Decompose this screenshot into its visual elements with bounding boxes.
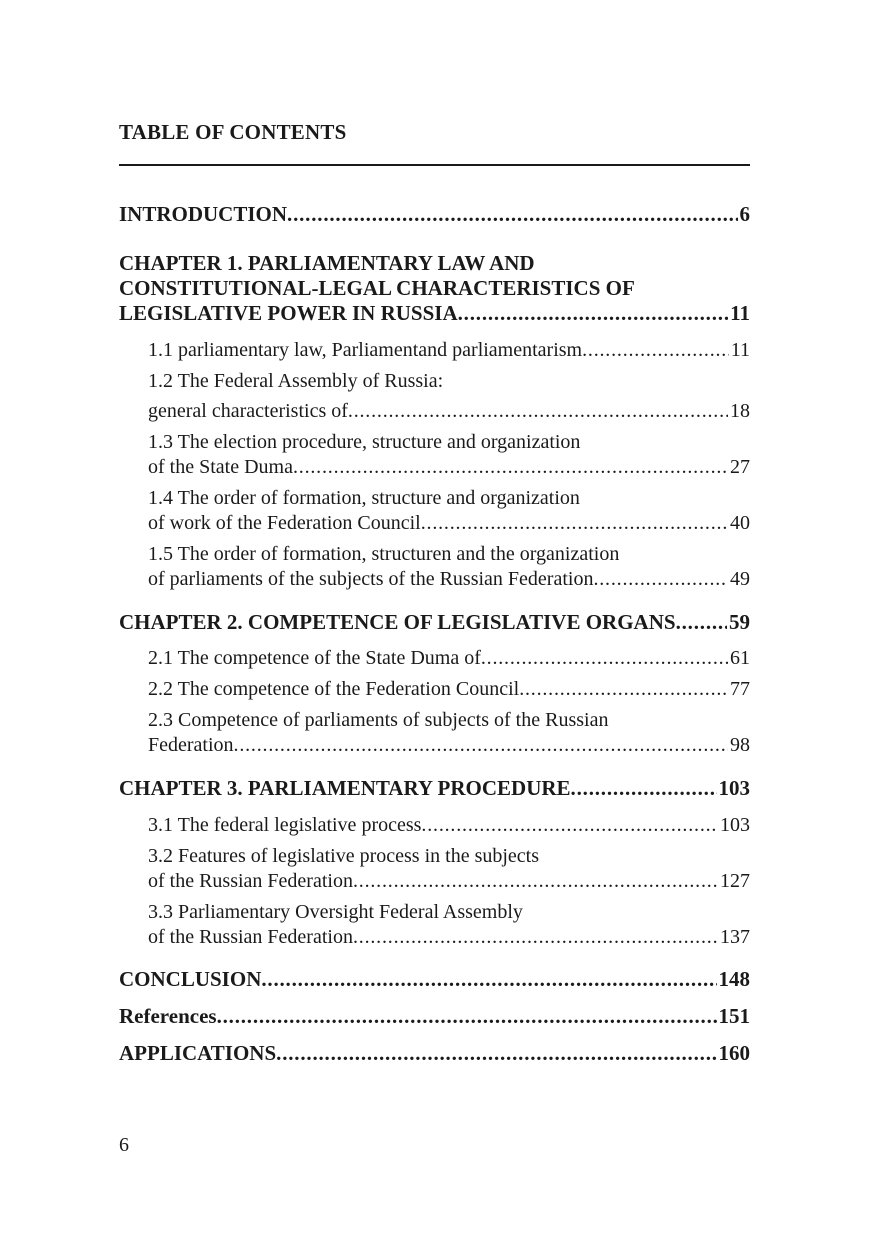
table-of-contents-page — [119, 0, 750, 1258]
toc-entry-label: 2.2 The competence of the Federation Council — [148, 678, 520, 700]
toc-entry-label: INTRODUCTION — [119, 202, 288, 226]
toc-page-number: 148 — [718, 967, 750, 991]
toc-entry-label: References — [119, 1004, 217, 1028]
toc-page-number: 59 — [729, 610, 750, 634]
dot-leader — [261, 967, 716, 992]
toc-entry-line: 3.2 Features of legislative process in the subjects — [148, 845, 540, 867]
toc-page-number: 103 — [720, 814, 750, 836]
toc-page-number: 98 — [730, 734, 750, 756]
toc-entry-label: CONCLUSION — [119, 967, 262, 991]
dot-leader — [421, 511, 728, 536]
toc-entry-label: of work of the Federation Council — [148, 512, 421, 534]
toc-entry-line: 1.5 The order of formation, structuren and the organization — [148, 543, 620, 565]
toc-page-number: 40 — [730, 512, 750, 534]
toc-entry-label: general characteristics of — [148, 400, 348, 422]
toc-entry-introduction[interactable] — [119, 202, 750, 227]
toc-entry-line: CONSTITUTIONAL-LEGAL CHARACTERISTICS OF — [119, 276, 635, 300]
toc-entry-label: CHAPTER 2. COMPETENCE OF LEGISLATIVE ORGANS — [119, 610, 676, 634]
dot-leader — [287, 202, 737, 227]
toc-page-number: 151 — [718, 1004, 750, 1028]
toc-page-number: 160 — [718, 1041, 750, 1065]
toc-entry-section-1-3[interactable] — [148, 430, 750, 480]
toc-page-number: 103 — [718, 776, 750, 800]
toc-entry-line: 1.3 The election procedure, structure and organization — [148, 431, 581, 453]
toc-entry-section-1-1[interactable] — [148, 338, 750, 363]
toc-entry-conclusion[interactable] — [119, 967, 750, 992]
dot-leader — [481, 646, 728, 671]
toc-entry-label: 1.1 parliamentary law, Parliamentand parliamentarism — [148, 339, 583, 361]
toc-entry-references[interactable] — [119, 1004, 750, 1029]
page-title: TABLE OF CONTENTS — [119, 120, 347, 144]
toc-entry-line: CHAPTER 1. PARLIAMENTARY LAW AND — [119, 251, 535, 275]
toc-entry-label: Federation — [148, 734, 234, 756]
toc-entry-section-1-4[interactable] — [148, 486, 750, 536]
toc-entry-section-1-2[interactable] — [148, 369, 750, 424]
toc-entry-label: of the Russian Federation — [148, 870, 353, 892]
toc-entry-section-2-3[interactable] — [148, 708, 750, 758]
toc-page-number: 137 — [720, 926, 750, 948]
dot-leader — [217, 1004, 717, 1029]
dot-leader — [353, 869, 718, 894]
toc-entry-label: 3.1 The federal legislative process — [148, 814, 422, 836]
dot-leader — [593, 567, 728, 592]
toc-entry-chapter-1[interactable] — [119, 251, 750, 326]
dot-leader — [519, 677, 728, 702]
toc-page-number: 27 — [730, 456, 750, 478]
toc-entry-chapter-2[interactable] — [119, 610, 750, 635]
toc-entry-label: 2.1 The competence of the State Duma of — [148, 647, 481, 669]
toc-page-number: 77 — [730, 678, 750, 700]
toc-entry-label: LEGISLATIVE POWER IN RUSSIA — [119, 301, 458, 325]
dot-leader — [676, 610, 727, 635]
toc-entry-label: CHAPTER 3. PARLIAMENTARY PROCEDURE — [119, 776, 571, 800]
toc-entry-section-3-1[interactable] — [148, 813, 750, 838]
dot-leader — [276, 1041, 716, 1066]
toc-page-number: 6 — [739, 202, 750, 226]
dot-leader — [421, 813, 718, 838]
title-divider — [119, 164, 750, 166]
toc-entry-section-3-3[interactable] — [148, 900, 750, 950]
dot-leader — [234, 733, 728, 758]
toc-page-number: 61 — [730, 647, 750, 669]
toc-entry-section-1-5[interactable] — [148, 542, 750, 592]
toc-entry-label: of the Russian Federation — [148, 926, 353, 948]
toc-entry-line: 3.3 Parliamentary Oversight Federal Assembly — [148, 901, 523, 923]
dot-leader — [348, 399, 728, 424]
toc-entry-label: of parliaments of the subjects of the Russian Federation — [148, 568, 594, 590]
toc-page-number: 49 — [730, 568, 750, 590]
toc-entry-line: 1.4 The order of formation, structure and organization — [148, 487, 580, 509]
toc-entry-section-2-2[interactable] — [148, 677, 750, 702]
dot-leader — [293, 455, 728, 480]
toc-entry-label: APPLICATIONS — [119, 1041, 277, 1065]
toc-entry-label: of the State Duma — [148, 456, 293, 478]
dot-leader — [353, 925, 718, 950]
dot-leader — [582, 338, 729, 363]
toc-page-number: 18 — [730, 400, 750, 422]
toc-entry-section-3-2[interactable] — [148, 844, 750, 894]
dot-leader — [458, 301, 729, 326]
toc-page-number: 11 — [730, 301, 750, 325]
toc-entry-line: 1.2 The Federal Assembly of Russia: — [148, 370, 444, 392]
page-folio-number: 6 — [119, 1134, 129, 1156]
toc-entry-applications[interactable] — [119, 1041, 750, 1066]
toc-page-number: 11 — [730, 339, 750, 361]
toc-entry-line: 2.3 Competence of parliaments of subjects of the Russian — [148, 709, 609, 731]
toc-entry-section-2-1[interactable] — [148, 646, 750, 671]
toc-entry-chapter-3[interactable] — [119, 776, 750, 801]
dot-leader — [571, 776, 717, 801]
toc-page-number: 127 — [720, 870, 750, 892]
